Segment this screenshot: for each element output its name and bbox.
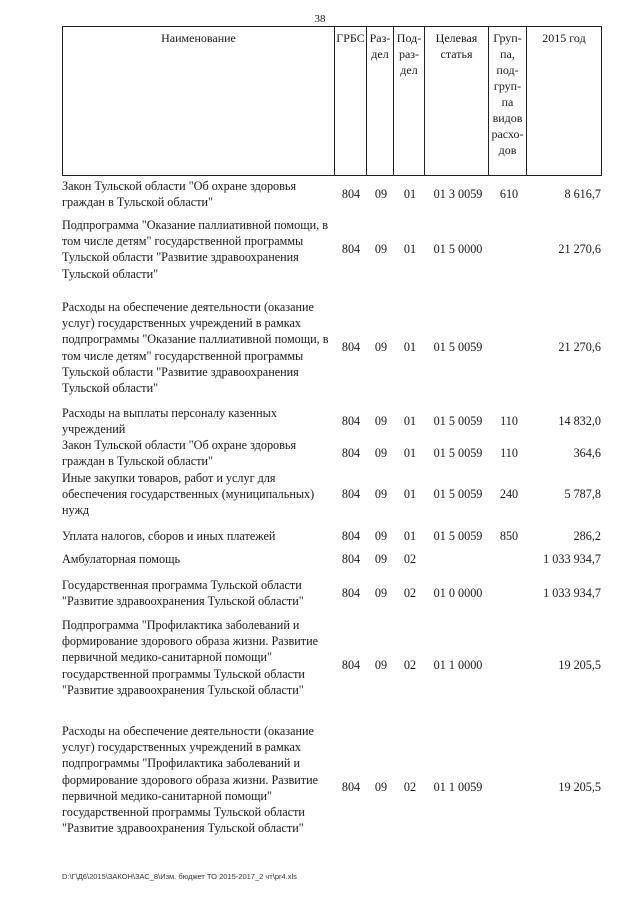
- row-name: Амбулаторная помощь: [62, 552, 181, 566]
- row-vr: 110: [500, 414, 518, 428]
- row-podrazdel: 02: [403, 658, 417, 672]
- header-grbs: ГРБС: [334, 26, 366, 176]
- row-grbs: 804: [341, 414, 361, 428]
- row-name: Уплата налогов, сборов и иных платежей: [62, 529, 276, 543]
- row-grbs: 804: [341, 586, 361, 600]
- row-razdel: 09: [374, 187, 388, 201]
- row-amount: 19 205,5: [558, 658, 601, 672]
- row-razdel: 09: [374, 529, 388, 543]
- row-amount: 14 832,0: [558, 414, 601, 428]
- row-podrazdel: 02: [403, 780, 417, 794]
- row-csr: 01 1 0059: [433, 780, 483, 794]
- row-razdel: 09: [374, 780, 388, 794]
- row-grbs: 804: [341, 187, 361, 201]
- row-grbs: 804: [341, 242, 361, 256]
- header-podrazdel: Под- раз- дел: [393, 26, 424, 176]
- row-razdel: 09: [374, 487, 388, 501]
- row-csr: 01 3 0059: [433, 187, 483, 201]
- row-csr: 01 1 0000: [433, 658, 483, 672]
- row-podrazdel: 01: [403, 529, 417, 543]
- header-vr: Груп- па, под- груп- па видов расхо- дов: [488, 26, 526, 176]
- row-csr: 01 5 0059: [433, 446, 483, 460]
- row-csr: 01 5 0059: [433, 414, 483, 428]
- row-vr: 850: [499, 529, 519, 543]
- header-csr: Целевая статья: [424, 26, 488, 176]
- row-amount: 8 616,7: [564, 187, 601, 201]
- row-name: Расходы на обеспечение деятельности (оказание услуг) государственных учреждений в рамках подпрограммы "Оказание паллиативной помощи, в том числе детям" государственной программы Тульской области "Развитие здравоохранения Тульской области": [62, 300, 329, 396]
- row-name: Расходы на обеспечение деятельности (оказание услуг) государственных учреждений в рамках подпрограммы "Профилактика заболеваний и формирование здорового образа жизни. Развитие первичной медико-санитарной помощи" государственной программы Тульской области "Развитие здравоохранения Тульской области": [62, 724, 319, 836]
- row-amount: 1 033 934,7: [543, 586, 601, 600]
- row-csr: 01 5 0059: [433, 340, 483, 354]
- row-name: Подпрограмма "Оказание паллиативной помощи, в том числе детям" государственной программы Тульской области "Развитие здравоохранения Тульской области": [62, 218, 328, 281]
- row-grbs: 804: [341, 552, 361, 566]
- row-vr: 110: [500, 446, 518, 460]
- row-amount: 1 033 934,7: [543, 552, 601, 566]
- row-grbs: 804: [341, 780, 361, 794]
- row-razdel: 09: [374, 340, 388, 354]
- row-podrazdel: 02: [403, 552, 417, 566]
- row-podrazdel: 01: [403, 340, 417, 354]
- header-year: 2015 год: [526, 26, 602, 176]
- row-podrazdel: 01: [403, 487, 417, 501]
- row-podrazdel: 01: [403, 414, 417, 428]
- row-name: Государственная программа Тульской области "Развитие здравоохранения Тульской области": [62, 578, 304, 609]
- header-razdel: Раз- дел: [366, 26, 393, 176]
- row-razdel: 09: [374, 414, 388, 428]
- row-razdel: 09: [374, 552, 388, 566]
- row-name: Подпрограмма "Профилактика заболеваний и формирование здорового образа жизни. Развитие первичной медико-санитарной помощи" государственной программы Тульской области "Развитие здравоохранения Тульской области": [62, 618, 319, 697]
- row-name: Закон Тульской области "Об охране здоровья граждан в Тульской области": [62, 179, 297, 210]
- row-grbs: 804: [341, 446, 361, 460]
- row-grbs: 804: [341, 340, 361, 354]
- row-amount: 21 270,6: [558, 242, 601, 256]
- row-amount: 5 787,8: [564, 487, 601, 501]
- page-number: 38: [314, 13, 326, 25]
- row-amount: 19 205,5: [558, 780, 601, 794]
- row-vr: 610: [499, 187, 519, 201]
- row-grbs: 804: [341, 487, 361, 501]
- row-podrazdel: 01: [403, 242, 417, 256]
- row-csr: 01 5 0059: [433, 487, 483, 501]
- row-name: Расходы на выплаты персоналу казенных учреждений: [62, 406, 277, 437]
- row-razdel: 09: [374, 658, 388, 672]
- row-name: Иные закупки товаров, работ и услуг для обеспечения государственных (муниципальных) нужд: [62, 471, 315, 518]
- row-podrazdel: 02: [403, 586, 417, 600]
- row-amount: 286,2: [573, 529, 601, 543]
- row-csr: 01 0 0000: [433, 586, 483, 600]
- header-name: Наименование: [62, 26, 334, 176]
- row-amount: 21 270,6: [558, 340, 601, 354]
- row-grbs: 804: [341, 529, 361, 543]
- row-podrazdel: 01: [403, 187, 417, 201]
- row-razdel: 09: [374, 446, 388, 460]
- file-path-footer: D:\Г\Д6\2015\ЗАКОН\ЗАС_8\Изм. бюджет ТО 2015-2017_2 чт\pr4.xls: [62, 872, 297, 881]
- row-razdel: 09: [374, 242, 388, 256]
- row-csr: 01 5 0059: [433, 529, 483, 543]
- row-vr: 240: [499, 487, 519, 501]
- row-grbs: 804: [341, 658, 361, 672]
- row-amount: 364,6: [573, 446, 601, 460]
- row-csr: 01 5 0000: [433, 242, 483, 256]
- row-podrazdel: 01: [403, 446, 417, 460]
- row-razdel: 09: [374, 586, 388, 600]
- row-name: Закон Тульской области "Об охране здоровья граждан в Тульской области": [62, 438, 297, 469]
